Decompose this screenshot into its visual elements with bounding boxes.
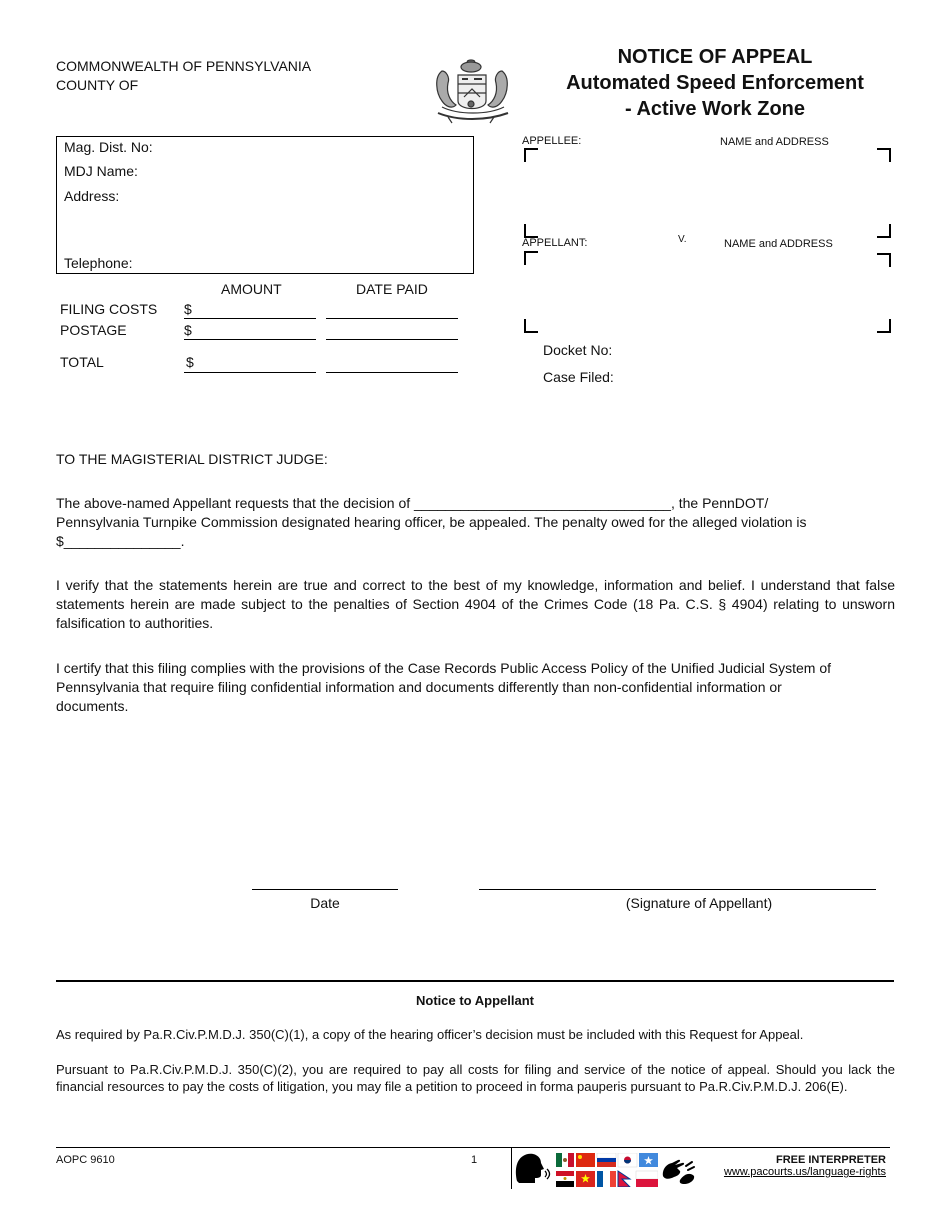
appellant-label: APPELLANT: bbox=[522, 237, 588, 249]
russia-flag-icon bbox=[597, 1153, 616, 1167]
address-label: Address: bbox=[64, 188, 120, 204]
appeal-request-line-2: Pennsylvania Turnpike Commission designated hearing officer, be appealed. The penalty owed for the alleged violation is bbox=[56, 514, 807, 530]
appeal-request-line-3: $_______________. bbox=[56, 533, 185, 549]
mag-dist-label: Mag. Dist. No: bbox=[64, 139, 153, 155]
appellee-name-address-label: NAME and ADDRESS bbox=[720, 136, 829, 148]
date-signature-label: Date bbox=[310, 895, 340, 911]
notice-heading: Notice to Appellant bbox=[416, 993, 534, 1008]
speaking-head-icon bbox=[513, 1151, 553, 1185]
nepal-flag-icon bbox=[618, 1171, 630, 1187]
form-title bbox=[540, 44, 890, 122]
filing-costs-label: FILING COSTS bbox=[60, 301, 158, 317]
docket-no-label: Docket No: bbox=[543, 342, 613, 358]
title-line-2: Automated Speed Enforcement bbox=[566, 72, 864, 94]
total-date-field[interactable] bbox=[326, 372, 458, 373]
commonwealth-label: COMMONWEALTH OF PENNSYLVANIA bbox=[56, 58, 312, 74]
notice-divider bbox=[56, 980, 894, 982]
appellee-name-address-field[interactable] bbox=[528, 160, 880, 226]
postage-date-field[interactable] bbox=[326, 339, 458, 340]
appeal-request-line-1: The above-named Appellant requests that the decision of _________________________________, the PennDOT/ bbox=[56, 495, 769, 511]
total-currency: $ bbox=[186, 354, 194, 370]
footer-interpreter-separator bbox=[511, 1147, 512, 1189]
mdj-info-box bbox=[56, 136, 474, 274]
amount-header: AMOUNT bbox=[221, 281, 282, 297]
china-flag-icon bbox=[576, 1153, 595, 1167]
korea-flag-icon bbox=[618, 1153, 637, 1167]
egypt-flag-icon bbox=[556, 1171, 574, 1187]
filing-costs-currency: $ bbox=[184, 301, 192, 317]
filing-costs-amount-field[interactable] bbox=[184, 318, 316, 319]
vietnam-flag-icon bbox=[576, 1171, 595, 1187]
total-label: TOTAL bbox=[60, 354, 104, 370]
salutation: TO THE MAGISTERIAL DISTRICT JUDGE: bbox=[56, 451, 328, 467]
appellant-name-address-field[interactable] bbox=[528, 262, 880, 322]
mexico-flag-icon bbox=[556, 1153, 574, 1167]
title-line-3: - Active Work Zone bbox=[624, 98, 806, 120]
appellant-signature-label: (Signature of Appellant) bbox=[625, 895, 773, 911]
pa-coat-of-arms-icon bbox=[428, 57, 518, 127]
postage-label: POSTAGE bbox=[60, 322, 127, 338]
title-line-1: NOTICE OF APPEAL bbox=[617, 46, 813, 68]
appellant-name-address-label: NAME and ADDRESS bbox=[724, 238, 833, 250]
mdj-name-label: MDJ Name: bbox=[64, 163, 138, 179]
poland-flag-icon bbox=[636, 1171, 658, 1187]
date-signature-line[interactable] bbox=[252, 889, 398, 890]
postage-amount-field[interactable] bbox=[184, 339, 316, 340]
france-flag-icon bbox=[597, 1171, 616, 1187]
language-flags bbox=[556, 1153, 658, 1187]
form-code: AOPC 9610 bbox=[56, 1154, 115, 1166]
total-amount-field[interactable] bbox=[184, 372, 316, 373]
somalia-flag-icon bbox=[639, 1153, 658, 1167]
footer-divider bbox=[56, 1147, 890, 1148]
notice-paragraph-2: Pursuant to Pa.R.Civ.P.M.D.J. 350(C)(2), you are required to pay all costs for filing and service of the notice of appeal. Should you lack the financial resources to pay the costs of litigation, you may file a petition to proceed in forma pauperis pursuant to Pa.R.Civ.P.M.D.J. 206(E). bbox=[56, 1062, 895, 1094]
postage-currency: $ bbox=[184, 322, 192, 338]
free-interpreter-heading: FREE INTERPRETER bbox=[775, 1154, 886, 1166]
telephone-label: Telephone: bbox=[64, 255, 133, 271]
appellee-box-corner-br bbox=[877, 224, 891, 238]
page-number: 1 bbox=[471, 1154, 478, 1166]
appellee-label: APPELLEE: bbox=[522, 135, 582, 147]
filing-costs-date-field[interactable] bbox=[326, 318, 458, 319]
language-rights-link[interactable]: www.pacourts.us/language-rights bbox=[723, 1166, 886, 1178]
county-label: COUNTY OF bbox=[56, 77, 139, 93]
certification-paragraph: I certify that this filing complies with the provisions of the Case Records Public Access Policy of the Unified Judicial System of Pennsylvania that require filing confidential information and documents differently than non-confidential information or documents. bbox=[56, 660, 832, 714]
appellant-signature-line[interactable] bbox=[479, 889, 876, 890]
verification-paragraph: I verify that the statements herein are true and correct to the best of my knowledge, information and belief. I understand that false statements herein are made subject to the penalties of Section 4904 of the Crimes Code (18 Pa. C.S. § 4904) relating to unsworn falsification to authorities. bbox=[56, 577, 895, 631]
case-filed-label: Case Filed: bbox=[543, 369, 614, 385]
date-paid-header: DATE PAID bbox=[356, 281, 428, 297]
notice-paragraph-1: As required by Pa.R.Civ.P.M.D.J. 350(C)(1), a copy of the hearing officer’s decision must be included with this Request for Appeal. bbox=[56, 1027, 804, 1042]
appeal-request-paragraph bbox=[56, 494, 896, 551]
versus-label: V. bbox=[678, 234, 687, 245]
